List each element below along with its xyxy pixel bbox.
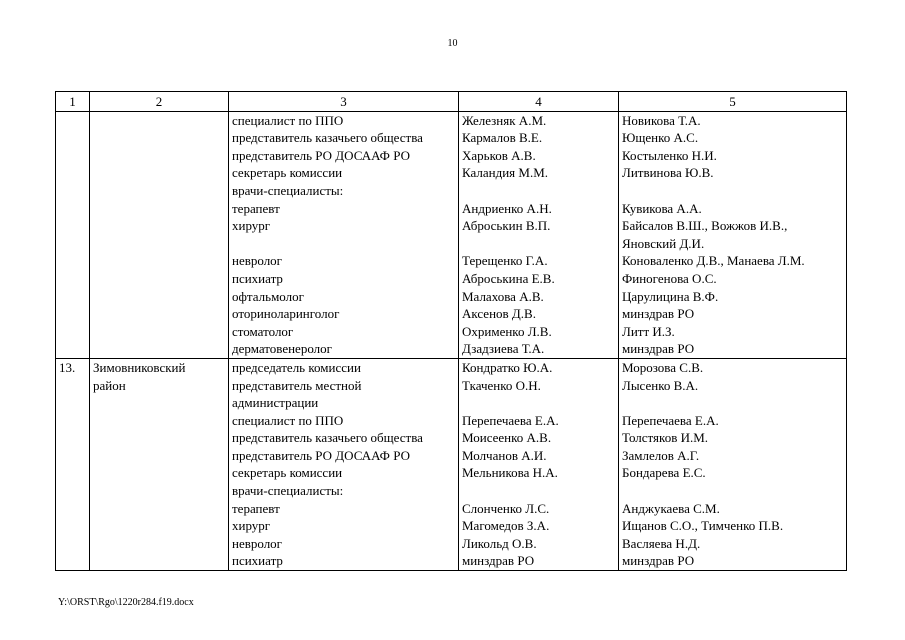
members-line: Молчанов А.И.	[462, 447, 547, 463]
members-line	[462, 235, 615, 253]
members-line: Харьков А.В.	[462, 147, 536, 163]
reserves-line: Замлелов А.Г.	[622, 447, 700, 463]
reserves-line: Байсалов В.Ш., Вожжов И.В.,	[622, 218, 788, 234]
members-line: Терещенко Г.А.	[462, 253, 548, 269]
row-number	[56, 111, 90, 358]
members-line: Андриенко А.Н.	[462, 200, 552, 216]
members-line: Мельникова Н.А.	[462, 465, 558, 481]
table-body	[56, 111, 847, 570]
members-line: Кондратко Ю.А.	[462, 359, 553, 375]
roles-line: специалист по ППО	[232, 412, 344, 428]
reserves-line: Морозова С.В.	[622, 359, 704, 375]
reserves-line: минздрав РО	[622, 341, 695, 357]
reserves-line: Толстяков И.М.	[622, 430, 709, 446]
members-line	[462, 482, 615, 500]
roles-line: стоматолог	[232, 323, 294, 339]
members-cell	[459, 111, 619, 358]
table-header-row	[56, 92, 847, 112]
members-line: Перепечаева Е.А.	[462, 412, 559, 428]
reserves-line	[622, 482, 843, 500]
roles-line: врачи-специалисты:	[232, 483, 344, 499]
roles-line: психиатр	[232, 270, 283, 286]
roles-line: терапевт	[232, 500, 280, 516]
reserves-line: Новикова Т.А.	[622, 112, 701, 128]
reserves-line: Финогенова О.С.	[622, 270, 717, 286]
reserves-line: Костыленко Н.И.	[622, 147, 717, 163]
members-line: Дзадзиева Т.А.	[462, 341, 545, 357]
district-line: район	[93, 377, 126, 393]
members-line: Ликольд О.В.	[462, 535, 537, 551]
roles-line: представитель РО ДОСААФ РО	[232, 147, 410, 163]
reserves-line: Бондарева Е.С.	[622, 465, 706, 481]
district-cell	[90, 358, 229, 570]
members-line: Аксенов Д.В.	[462, 306, 536, 322]
column-header: 3	[229, 92, 459, 112]
members-line: Каландия М.М.	[462, 165, 549, 181]
reserves-line: Анджукаева С.М.	[622, 500, 720, 516]
reserves-line: Ищанов С.О., Тимченко П.В.	[622, 518, 784, 534]
district-line: Зимовниковский	[93, 359, 186, 375]
roles-line: невролог	[232, 535, 283, 551]
members-line: Аброськина Е.В.	[462, 270, 555, 286]
roles-line: врачи-специалисты:	[232, 182, 344, 198]
roles-line: офтальмолог	[232, 288, 304, 304]
members-line	[462, 394, 615, 412]
reserves-line: Царулицина В.Ф.	[622, 288, 719, 304]
members-line: Железняк А.М.	[462, 112, 547, 128]
reserves-line: Яновский Д.И.	[622, 235, 705, 251]
column-header: 2	[90, 92, 229, 112]
members-line: Моисеенко А.В.	[462, 430, 552, 446]
roles-line: хирург	[232, 518, 271, 534]
members-line: минздрав РО	[462, 553, 535, 569]
reserves-line: Кувикова А.А.	[622, 200, 702, 216]
reserves-line	[622, 394, 843, 412]
page-number: 10	[447, 38, 458, 49]
reserves-line: Лысенко В.А.	[622, 377, 699, 393]
reserves-cell	[619, 358, 847, 570]
reserves-line: Ющенко А.С.	[622, 130, 699, 146]
roles-line: председатель комиссии	[232, 359, 361, 375]
roles-line: секретарь комиссии	[232, 465, 343, 481]
roles-line: специалист по ППО	[232, 112, 344, 128]
reserves-line: Перепечаева Е.А.	[622, 412, 719, 428]
roles-line	[232, 235, 455, 253]
roles-line: представитель местной	[232, 377, 362, 393]
members-line: Аброськин В.П.	[462, 218, 551, 234]
roles-line: психиатр	[232, 553, 283, 569]
reserves-line: Коноваленко Д.В., Манаева Л.М.	[622, 253, 805, 269]
roles-line: представитель казачьего общества	[232, 430, 423, 446]
reserves-line: Васляева Н.Д.	[622, 535, 701, 551]
roles-line: терапевт	[232, 200, 280, 216]
column-header: 5	[619, 92, 847, 112]
reserves-line: минздрав РО	[622, 306, 695, 322]
members-line: Охрименко Л.В.	[462, 323, 552, 339]
reserves-line	[622, 182, 843, 200]
reserves-line: Литт И.З.	[622, 323, 675, 339]
members-line: Малахова А.В.	[462, 288, 544, 304]
roles-cell	[229, 111, 459, 358]
roles-line: представитель казачьего общества	[232, 130, 423, 146]
members-line: Слонченко Л.С.	[462, 500, 550, 516]
members-line: Кармалов В.Е.	[462, 130, 543, 146]
table-row	[56, 111, 847, 358]
members-line	[462, 182, 615, 200]
table-row	[56, 358, 847, 570]
members-line: Ткаченко О.Н.	[462, 377, 541, 393]
roles-line: хирург	[232, 218, 271, 234]
roles-cell	[229, 358, 459, 570]
file-path: Y:\ORST\Rgo\1220r284.f19.docx	[58, 597, 194, 608]
commission-table	[55, 91, 847, 571]
column-header: 1	[56, 92, 90, 112]
roles-line: администрации	[232, 395, 319, 411]
roles-line: невролог	[232, 253, 283, 269]
reserves-line: минздрав РО	[622, 553, 695, 569]
roles-line: оториноларинголог	[232, 306, 340, 322]
row-number: 13.	[56, 358, 90, 570]
reserves-cell	[619, 111, 847, 358]
roles-line: секретарь комиссии	[232, 165, 343, 181]
reserves-line: Литвинова Ю.В.	[622, 165, 714, 181]
column-header: 4	[459, 92, 619, 112]
roles-line: представитель РО ДОСААФ РО	[232, 447, 410, 463]
district-cell	[90, 111, 229, 358]
members-line: Магомедов З.А.	[462, 518, 550, 534]
members-cell	[459, 358, 619, 570]
roles-line: дерматовенеролог	[232, 341, 332, 357]
